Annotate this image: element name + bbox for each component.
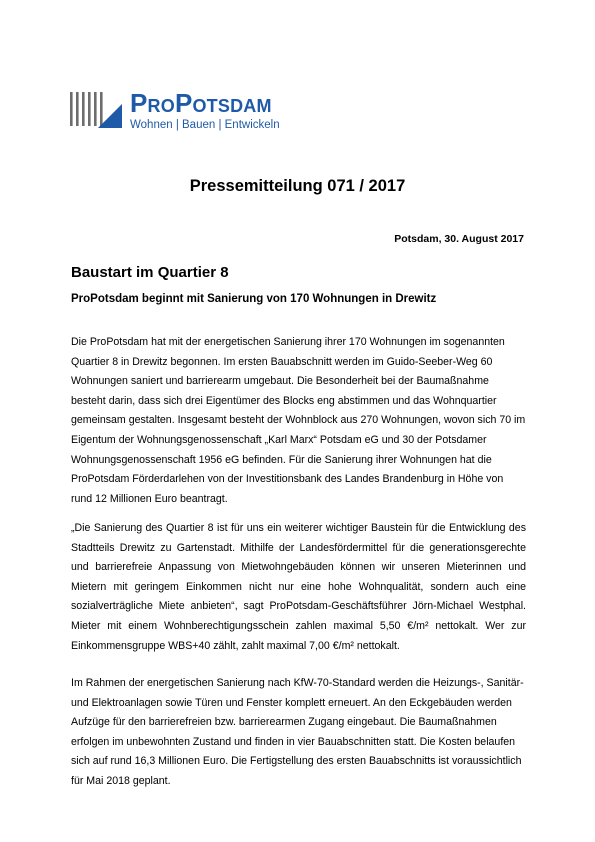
dateline: Potsdam, 30. August 2017	[394, 233, 524, 245]
headline: Baustart im Quartier 8	[71, 264, 229, 281]
brand-tagline: Wohnen | Bauen | Entwickeln	[130, 119, 280, 131]
document-title: Pressemitteilung 071 / 2017	[189, 177, 406, 195]
brand-block	[130, 90, 280, 132]
body-paragraph: Im Rahmen der energetischen Sanierung nach KfW-70-Standard werden die Heizungs-, Sanitär- und Elektroanlagen sowie Türen und Fenster komplett erneuert. An den Eckgebäuden werden Aufzüge für den barrierefreien bzw. barrierearmen Zugang eingebaut. Die Baumaßnahmen erfolgen im unbewohnten Zustand und finden in vier Bauabschnitten statt. Die Kosten belaufen sich auf rund 16,3 Millionen Euro. Die Fertigstellung des ersten Bauabschnitts ist voraussichtlich für Mai 2018 geplant.	[71, 677, 524, 787]
quote-paragraph: „Die Sanierung des Quartier 8 ist für uns ein weiterer wichtiger Baustein für die Entwicklung des Stadtteils Drewitz zu Gartenstadt. Mithilfe der Landesfördermittel für die generationsgerechte und barrierefreie Anpassung von Mietwohngebäuden können wir unseren Mieterinnen und Mietern mit geringem Einkommen nicht nur eine hohe Wohnqualität, sondern auch eine sozialverträgliche Miete anbieten“, sagt ProPotsdam-Geschäftsführer Jörn-Michael Westphal. Mieter mit einem Wohnberechtigungsschein zahlen maximal 5,50 €/m² nettokalt. Wer zur Einkommensgruppe WBS+40 zählt, zahlt maximal 7,00 €/m² nettokalt.	[71, 522, 526, 652]
propotsdam-logo	[70, 90, 310, 138]
brand-name: ProPotsdam	[130, 88, 272, 118]
subheadline: ProPotsdam beginnt mit Sanierung von 170 Wohnungen in Drewitz	[71, 293, 437, 305]
logo-bars-icon	[70, 90, 130, 138]
body-paragraph: Die ProPotsdam hat mit der energetischen Sanierung ihrer 170 Wohnungen im sogenannten Quartier 8 in Drewitz begonnen. Im ersten Bauabschnitt werden im Guido-Seeber-Weg 60 Wohnungen saniert und barrierearm umgebaut. Die Besonderheit bei der Baumaßnahme besteht darin, dass sich drei Eigentümer des Blocks eng abstimmen und das Wohnquartier gemeinsam gestalten. Insgesamt besteht der Wohnblock aus 270 Wohnungen, wovon sich 70 im Eigentum der Wohnungsgenossenschaft „Karl Marx“ Potsdam eG und 30 der Potsdamer Wohnungsgenossenschaft 1956 eG befinden. Für die Sanierung ihrer Wohnungen hat die ProPotsdam Förderdarlehen von der Investitionsbank des Landes Brandenburg in Höhe von rund 12 Millionen Euro beantragt.	[71, 336, 526, 505]
